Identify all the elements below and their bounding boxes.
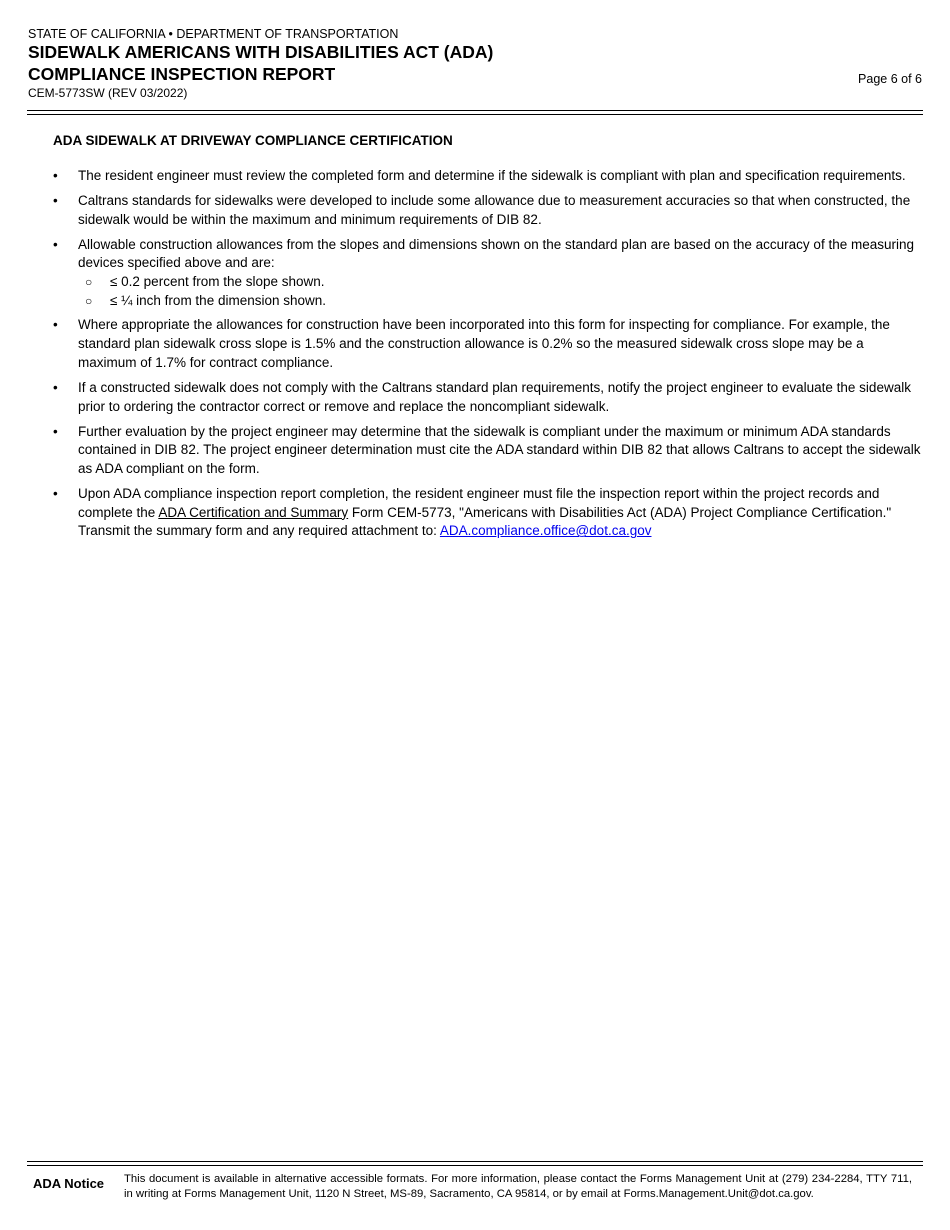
circle-bullet-icon: ○ <box>85 275 93 290</box>
list-item-text: Where appropriate the allowances for construction have been incorporated into this form for inspecting for compliance. For example, the standard plan sidewalk cross slope is 1.5% and the construction allowance is 0.2% so the measured sidewalk cross slope may be a maximum of 1.7% for contract compliance. <box>78 317 890 370</box>
list-item-text: The resident engineer must review the completed form and determine if the sidewalk is compliant with plan and specification requirements. <box>78 168 906 183</box>
header-divider <box>27 110 923 115</box>
list-item <box>53 167 923 186</box>
footer-divider <box>27 1161 923 1166</box>
agency-line: STATE OF CALIFORNIA • DEPARTMENT OF TRANSPORTATION <box>28 27 399 41</box>
circle-bullet-icon: ○ <box>85 293 93 308</box>
bullet-icon: • <box>53 168 58 183</box>
list-item-text: Upon ADA compliance inspection report completion, the resident engineer must file the inspection report within the project records and complete the <box>78 485 880 520</box>
bullet-icon: • <box>53 423 58 439</box>
ada-compliance-email-link[interactable]: ADA.compliance.office@dot.ca.gov <box>439 523 652 539</box>
ada-certification-form-link[interactable]: ADA Certification and Summary <box>158 504 349 520</box>
list-item <box>53 485 923 541</box>
allowance-sublist <box>78 273 923 310</box>
list-item-text: If a constructed sidewalk does not comply with the Caltrans standard plan requirements, notify the project engineer to evaluate the sidewalk prior to ordering the contractor correct or remove and replace the noncompliant sidewalk. <box>78 379 911 414</box>
sublist-item <box>78 273 923 292</box>
form-title-line2: COMPLIANCE INSPECTION REPORT <box>28 64 336 84</box>
list-item <box>53 423 923 479</box>
certification-list <box>53 167 923 547</box>
sublist-item <box>78 292 923 311</box>
list-item <box>53 379 923 416</box>
form-number: CEM-5773SW (REV 03/2022) <box>28 86 188 100</box>
bullet-icon: • <box>53 236 58 252</box>
ada-notice-label: ADA Notice <box>33 1176 105 1191</box>
bullet-icon: • <box>53 485 58 501</box>
bullet-icon: • <box>53 379 58 395</box>
list-item-text: Further evaluation by the project engineer may determine that the sidewalk is compliant under the maximum or minimum ADA standards contained in DIB 82. The project engineer determination must cite the ADA standard within DIB 82 that allows Caltrans to accept the sidewalk as ADA compliant on the form. <box>78 423 921 476</box>
list-item-text: Caltrans standards for sidewalks were developed to include some allowance due to measurement accuracies so that when constructed, the sidewalk would be within the maximum and minimum requirements of DIB 82. <box>78 193 911 227</box>
sublist-item-text: ≤ ¼ inch from the dimension shown. <box>110 292 327 308</box>
list-item <box>53 192 923 229</box>
list-item <box>53 236 923 310</box>
bullet-icon: • <box>53 317 58 333</box>
list-item-text: Allowable construction allowances from the slopes and dimensions shown on the standard plan are based on the accuracy of the measuring devices specified above and are: <box>78 236 914 271</box>
page-number: Page 6 of 6 <box>858 72 922 86</box>
bullet-icon: • <box>53 193 58 208</box>
form-title-line1: SIDEWALK AMERICANS WITH DISABILITIES ACT (ADA) <box>28 42 494 62</box>
section-title: ADA SIDEWALK AT DRIVEWAY COMPLIANCE CERTIFICATION <box>53 133 453 148</box>
sublist-item-text: ≤ 0.2 percent from the slope shown. <box>110 274 325 290</box>
list-item <box>53 316 923 372</box>
ada-notice-text: This document is available in alternative accessible formats. For more information, please contact the Forms Management Unit at (279) 234-2284, TTY 711, in writing at Forms Management Unit, 1120 N Street, MS-89, Sacramento, CA 95814, or by email at Forms.Management.Unit@dot.ca.gov. <box>124 1173 912 1200</box>
list-item-text: Form CEM-5773, "Americans with Disabilities Act (ADA) Project Compliance Certification." Transmit the summary form and any required attachment to: <box>78 504 892 539</box>
page-header <box>28 27 922 101</box>
